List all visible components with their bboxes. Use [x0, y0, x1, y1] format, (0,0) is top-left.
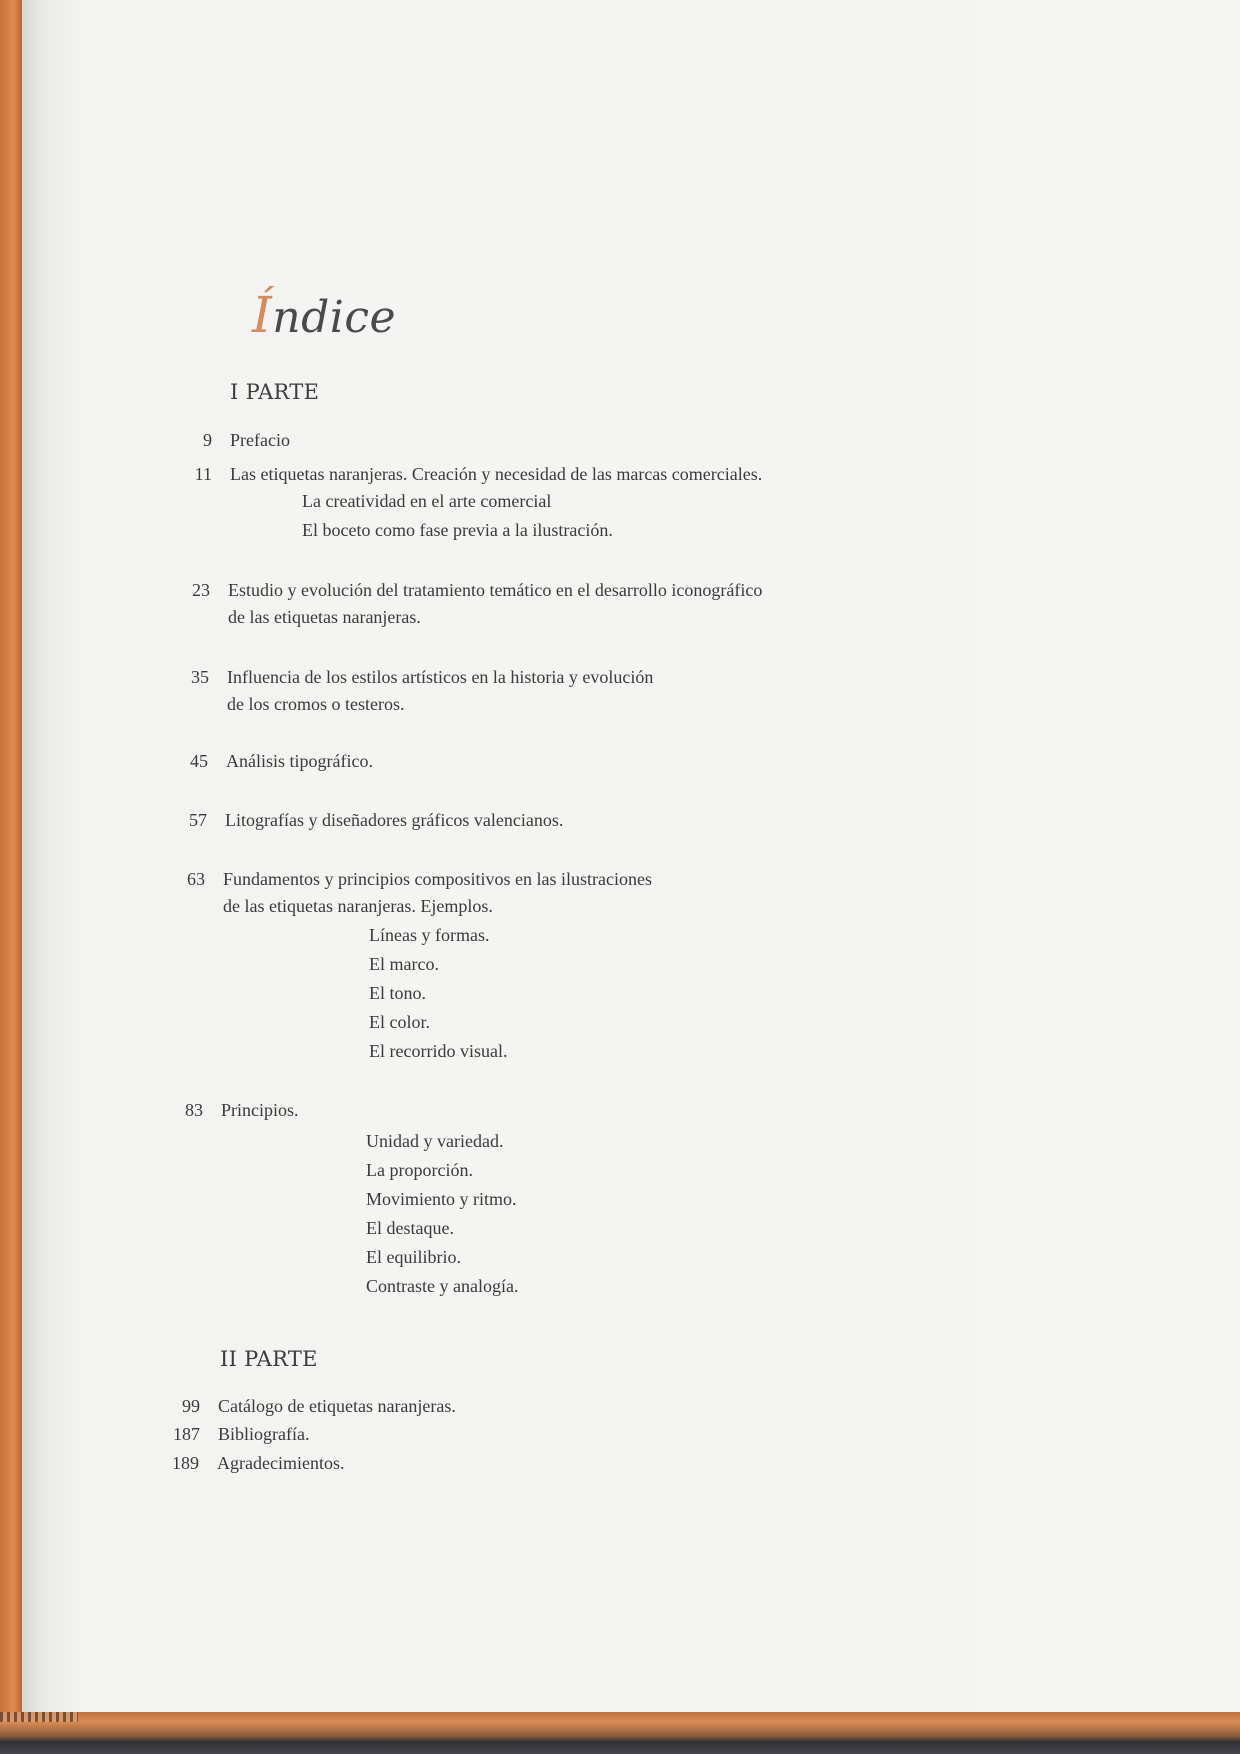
part-heading: I PARTE	[230, 380, 320, 404]
toc-subentry: El equilibrio.	[366, 1247, 461, 1267]
toc-page-number: 35	[191, 667, 209, 687]
toc-subentry: El marco.	[369, 954, 439, 974]
toc-subentry: Movimiento y ritmo.	[366, 1189, 517, 1209]
toc-entry-title: Estudio y evolución del tratamiento temático en el desarrollo iconográfico	[228, 580, 763, 600]
toc-page-number: 11	[194, 464, 212, 484]
toc-subentry: El tono.	[369, 983, 426, 1003]
toc-entry-title: Agradecimientos.	[217, 1453, 345, 1473]
toc-page-number: 9	[203, 430, 212, 450]
toc-subentry: Contraste y analogía.	[366, 1276, 519, 1296]
title-rest: ndice	[272, 292, 397, 343]
toc-entry-title: Análisis tipográfico.	[226, 751, 373, 771]
toc-page-number: 187	[173, 1424, 200, 1444]
part-heading: II PARTE	[220, 1347, 318, 1371]
toc-subentry: La creatividad en el arte comercial	[302, 491, 552, 511]
toc-entry-continuation: de los cromos o testeros.	[227, 694, 405, 714]
toc-subentry: El recorrido visual.	[369, 1041, 508, 1061]
toc-page-number: 45	[190, 751, 208, 771]
toc-entry-continuation: de las etiquetas naranjeras. Ejemplos.	[223, 896, 493, 916]
page-title	[252, 286, 396, 344]
book-bottom-texture	[0, 1712, 78, 1722]
book-bottom-edge	[0, 1712, 1240, 1754]
toc-entry-title: Litografías y diseñadores gráficos valencianos.	[225, 810, 564, 830]
toc-entry-title: Catálogo de etiquetas naranjeras.	[218, 1396, 456, 1416]
toc-page-number: 99	[182, 1396, 200, 1416]
toc-entry-title: Bibliografía.	[218, 1424, 310, 1444]
index-page	[22, 0, 1240, 1712]
toc-entry-title: Las etiquetas naranjeras. Creación y necesidad de las marcas comerciales.	[230, 464, 763, 484]
toc-page-number: 189	[172, 1453, 199, 1473]
toc-page-number: 63	[187, 869, 205, 889]
toc-entry-title: Prefacio	[230, 430, 290, 450]
toc-entry-title: Principios.	[221, 1100, 299, 1120]
toc-entry-title: Fundamentos y principios compositivos en las ilustraciones	[223, 869, 652, 889]
toc-subentry: Unidad y variedad.	[366, 1131, 504, 1151]
book-spine-edge	[0, 0, 22, 1712]
toc-entry-title: Influencia de los estilos artísticos en la historia y evolución	[227, 667, 654, 687]
toc-page-number: 83	[185, 1100, 203, 1120]
toc-subentry: El boceto como fase previa a la ilustración.	[302, 520, 613, 540]
toc-entry-continuation: de las etiquetas naranjeras.	[228, 607, 421, 627]
toc-page-number: 57	[189, 810, 207, 830]
title-initial: Í	[252, 286, 273, 344]
toc-subentry: El color.	[369, 1012, 430, 1032]
toc-subentry: La proporción.	[366, 1160, 473, 1180]
toc-page-number: 23	[192, 580, 210, 600]
toc-subentry: Líneas y formas.	[369, 925, 490, 945]
toc-subentry: El destaque.	[366, 1218, 454, 1238]
